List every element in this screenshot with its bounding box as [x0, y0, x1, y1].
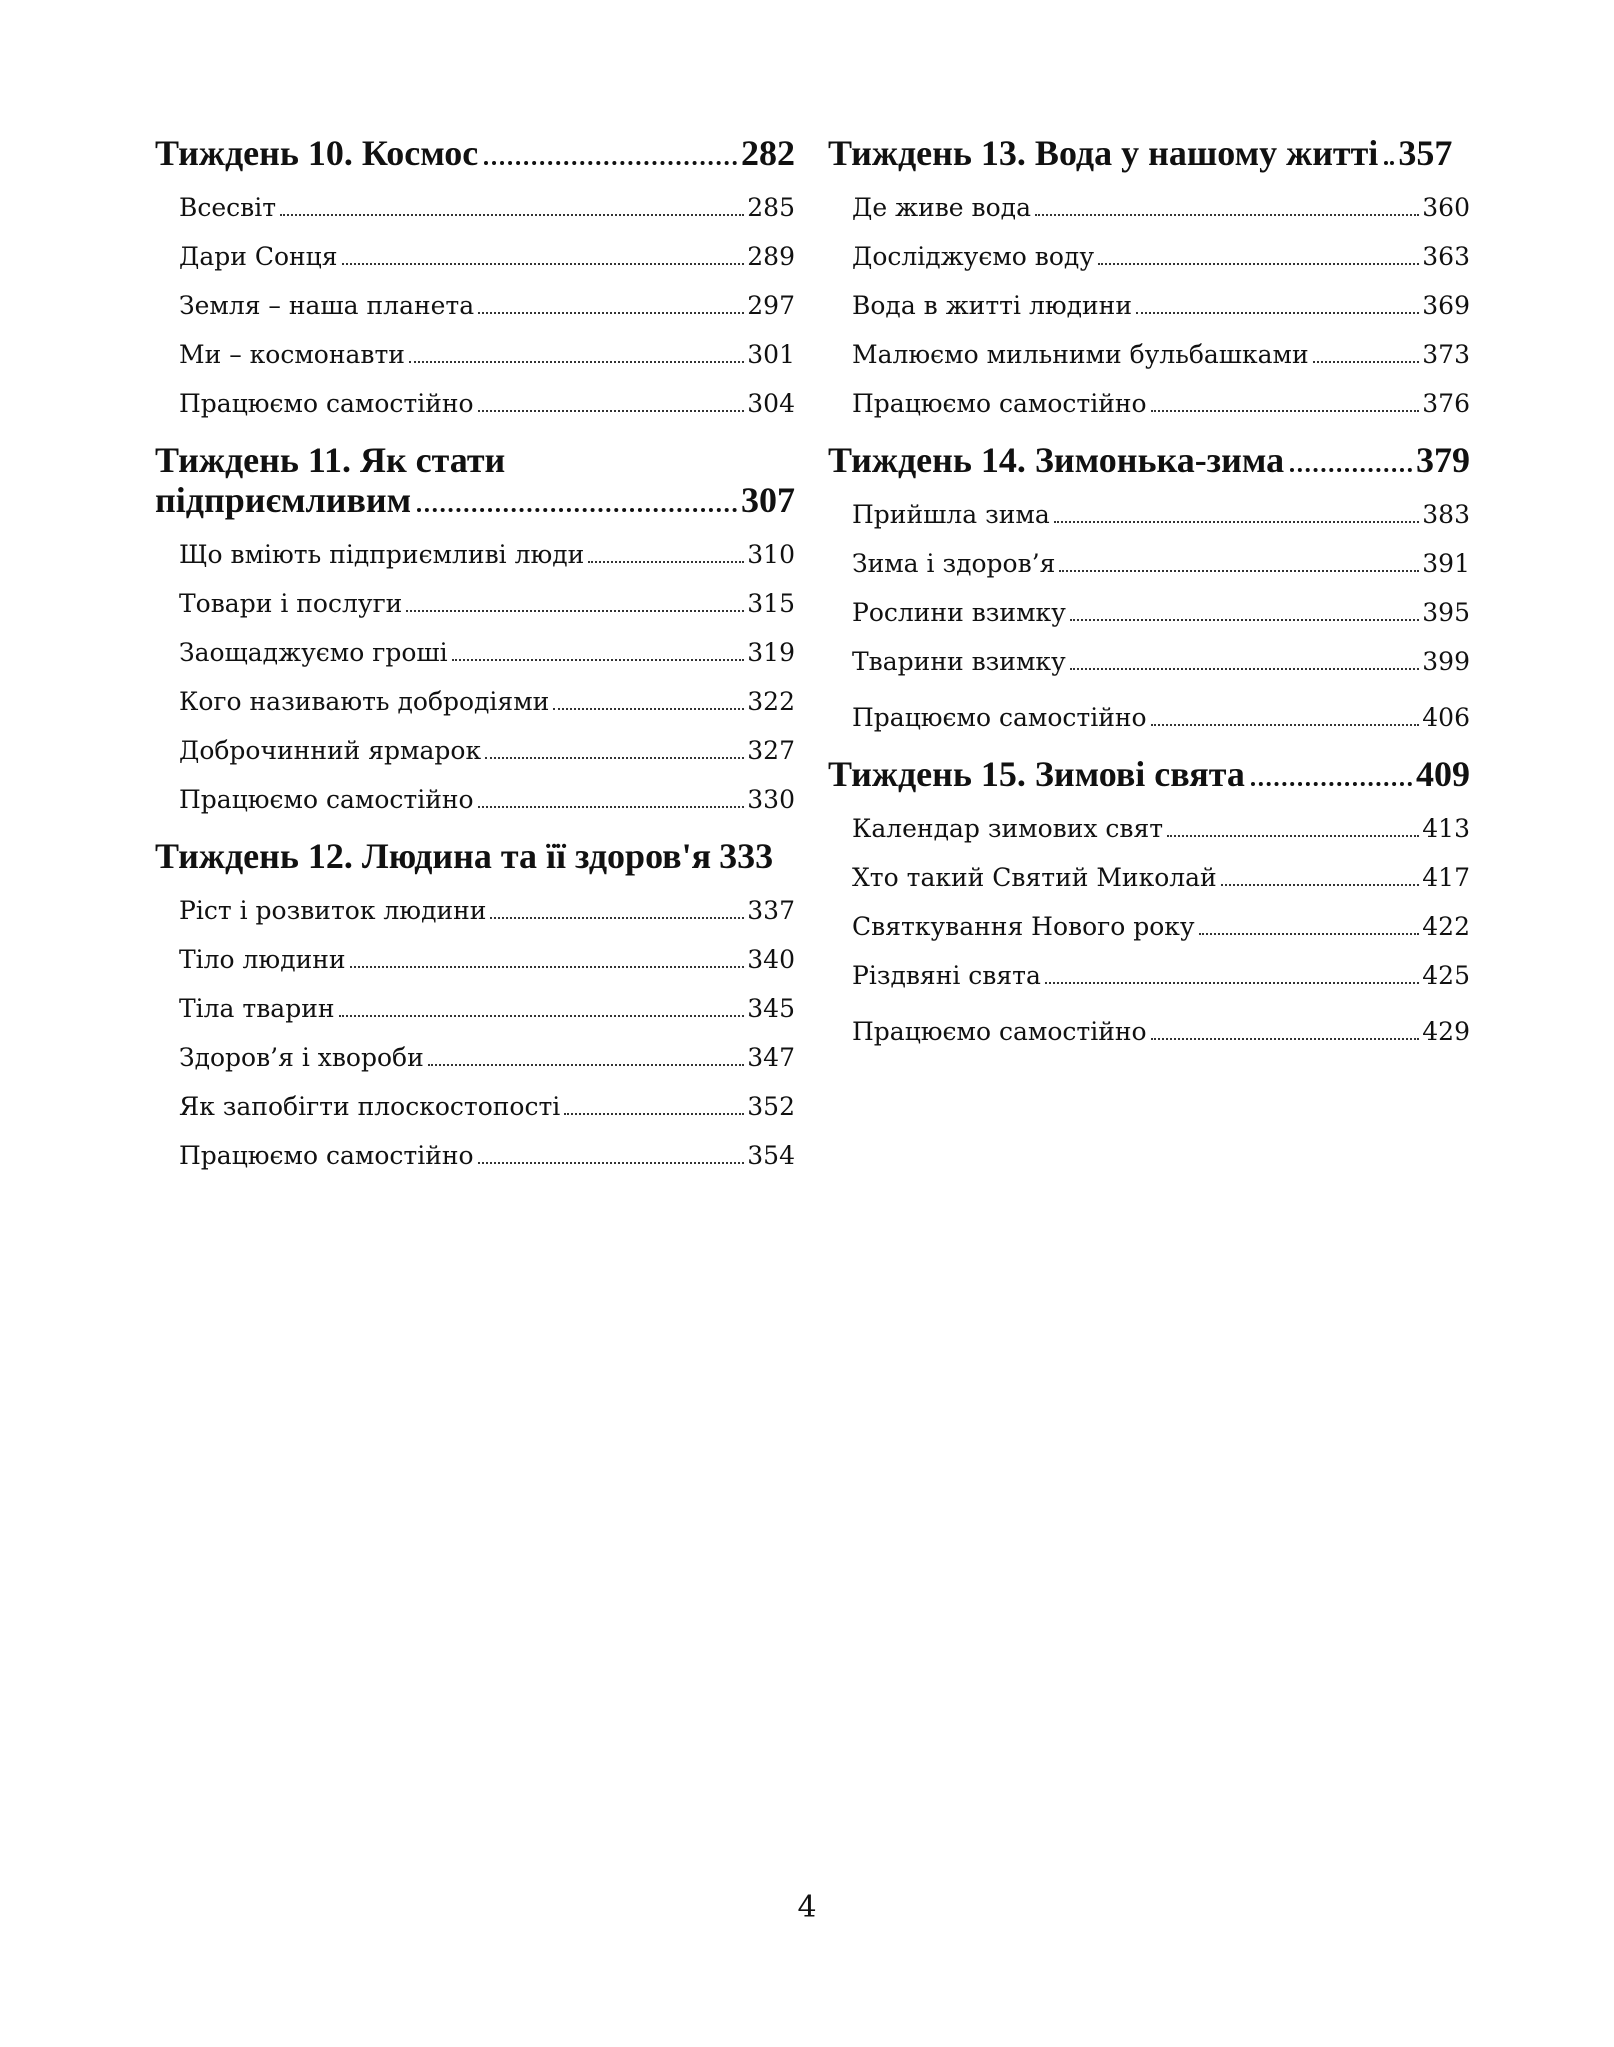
toc-item-page-number: 330 [747, 785, 795, 814]
toc-item [179, 183, 795, 232]
toc-item-page-number: 406 [1422, 703, 1470, 732]
dot-leader [350, 966, 745, 968]
dot-leader [1313, 361, 1420, 363]
toc-item-page-number: 345 [747, 994, 795, 1023]
toc-item [179, 677, 795, 726]
dot-leader [342, 263, 745, 265]
toc-item-title: Ми – космонавти [179, 340, 405, 369]
toc-item [179, 379, 795, 428]
section-heading [828, 754, 1470, 794]
toc-item-title: Рослини взимку [852, 598, 1066, 627]
toc-item-title: Різдвяні свята [852, 961, 1041, 990]
toc-item [852, 1007, 1470, 1056]
dot-leader [1251, 782, 1412, 786]
dot-leader [588, 561, 744, 563]
toc-item [852, 281, 1470, 330]
toc-item-title: Працюємо самостійно [852, 703, 1147, 732]
section-page-number: 357 [1398, 133, 1453, 173]
section-title-line2-row [155, 480, 795, 520]
dot-leader [1151, 410, 1420, 412]
toc-section-week-12 [155, 836, 795, 1180]
section-title: Тиждень 13. Вода у нашому житті [828, 133, 1379, 173]
section-heading [828, 440, 1470, 480]
toc-item-page-number: 383 [1422, 500, 1470, 529]
dot-leader [452, 659, 745, 661]
toc-item-title: Товари і послуги [179, 589, 403, 618]
dot-leader [1070, 668, 1420, 670]
toc-item [852, 693, 1470, 742]
toc-item-title: Здоров’я і хвороби [179, 1043, 424, 1072]
toc-item-page-number: 352 [747, 1092, 795, 1121]
toc-item-title: Кого називають добродіями [179, 687, 550, 716]
dot-leader [409, 361, 744, 363]
dot-leader [1290, 468, 1412, 472]
toc-item-title: Працюємо самостійно [852, 1017, 1147, 1046]
toc-item-list [155, 530, 795, 824]
dot-leader [1054, 521, 1420, 523]
toc-item-title: Працюємо самостійно [179, 1141, 474, 1170]
toc-item-title: Тварини взимку [852, 647, 1066, 676]
toc-item-title: Календар зимових свят [852, 814, 1164, 843]
toc-item-page-number: 347 [747, 1043, 795, 1072]
toc-item-title: Зима і здоров’я [852, 549, 1056, 578]
toc-item-list [828, 183, 1470, 428]
dot-leader [1151, 724, 1420, 726]
toc-item [852, 637, 1470, 686]
toc-item [852, 539, 1470, 588]
dot-leader [553, 708, 744, 710]
dot-leader [1151, 1038, 1420, 1040]
toc-item [179, 579, 795, 628]
toc-item-page-number: 369 [1422, 291, 1470, 320]
toc-item-page-number: 391 [1422, 549, 1470, 578]
toc-item [852, 804, 1470, 853]
dot-leader [1059, 570, 1419, 572]
toc-item-page-number: 285 [747, 193, 795, 222]
toc-item-title: Святкування Нового року [852, 912, 1195, 941]
toc-item-title: Де живе вода [852, 193, 1031, 222]
toc-item [179, 628, 795, 677]
section-title: Тиждень 14. Зимонька-зима [828, 440, 1285, 480]
section-page-number: 379 [1416, 440, 1470, 480]
toc-item [852, 902, 1470, 951]
toc-item-title: Прийшла зима [852, 500, 1050, 529]
toc-item-page-number: 429 [1422, 1017, 1470, 1046]
toc-item [852, 951, 1470, 1000]
toc-item-title: Дари Сонця [179, 242, 338, 271]
section-heading [155, 836, 795, 876]
toc-item [852, 183, 1470, 232]
toc-item-page-number: 354 [747, 1141, 795, 1170]
toc-item-page-number: 413 [1422, 814, 1470, 843]
dot-leader [478, 312, 744, 314]
toc-item-title: Працюємо самостійно [179, 785, 474, 814]
toc-item-page-number: 297 [747, 291, 795, 320]
dot-leader [478, 410, 745, 412]
toc-item-title: Працюємо самостійно [179, 389, 474, 418]
toc-column-right [828, 133, 1470, 1068]
section-title: Тиждень 10. Космос [155, 133, 479, 173]
section-page-number: 282 [741, 133, 795, 173]
toc-item-title: Як запобігти плоскостопості [179, 1092, 561, 1121]
toc-item [179, 530, 795, 579]
toc-item-title: Вода в житті людини [852, 291, 1132, 320]
toc-section-week-15 [828, 754, 1470, 1056]
toc-item-title: Досліджуємо воду [852, 242, 1095, 271]
toc-item [179, 935, 795, 984]
toc-item-page-number: 315 [747, 589, 795, 618]
dot-leader [406, 610, 744, 612]
dot-leader [280, 214, 744, 216]
section-page-number: 333 [719, 836, 774, 876]
dot-leader [478, 1162, 745, 1164]
toc-item-page-number: 319 [747, 638, 795, 667]
section-title-line1: Тиждень 11. Як стати [155, 440, 506, 480]
toc-item-list [155, 886, 795, 1180]
toc-item [852, 490, 1470, 539]
dot-leader [484, 161, 737, 165]
footer-page-number: 4 [797, 1890, 817, 1925]
toc-item-title: Що вміють підприємливі люди [179, 540, 585, 569]
section-heading [155, 133, 795, 173]
toc-item-title: Земля – наша планета [179, 291, 475, 320]
toc-item-page-number: 322 [747, 687, 795, 716]
section-title-line2: підприємливим [155, 480, 412, 520]
dot-leader [1136, 312, 1419, 314]
toc-item-page-number: 417 [1422, 863, 1470, 892]
toc-item [179, 775, 795, 824]
section-heading [828, 133, 1470, 173]
dot-leader [490, 917, 744, 919]
toc-item [179, 984, 795, 1033]
toc-item-page-number: 337 [747, 896, 795, 925]
toc-item [852, 853, 1470, 902]
toc-item-page-number: 304 [747, 389, 795, 418]
toc-item-page-number: 327 [747, 736, 795, 765]
dot-leader [339, 1015, 745, 1017]
toc-item-title: Всесвіт [179, 193, 277, 222]
toc-item-page-number: 373 [1422, 340, 1470, 369]
toc-item [852, 379, 1470, 428]
toc-item-list [155, 183, 795, 428]
toc-section-week-11 [155, 440, 795, 824]
dot-leader [564, 1113, 744, 1115]
toc-item-title: Доброчинний ярмарок [179, 736, 482, 765]
toc-item-title: Хто такий Святий Миколай [852, 863, 1217, 892]
toc-item [179, 281, 795, 330]
toc-item [852, 588, 1470, 637]
dot-leader [485, 757, 744, 759]
toc-item-page-number: 395 [1422, 598, 1470, 627]
toc-item-page-number: 422 [1422, 912, 1470, 941]
dot-leader [1045, 982, 1419, 984]
toc-item-list [828, 490, 1470, 742]
dot-leader [1221, 884, 1420, 886]
dot-leader [428, 1064, 745, 1066]
toc-item-title: Тіла тварин [179, 994, 335, 1023]
toc-item-title: Тіло людини [179, 945, 346, 974]
toc-item-list [828, 804, 1470, 1056]
toc-column-left [155, 133, 795, 1192]
toc-item [179, 1131, 795, 1180]
toc-item-page-number: 360 [1422, 193, 1470, 222]
toc-item-page-number: 289 [747, 242, 795, 271]
toc-section-week-13 [828, 133, 1470, 428]
toc-item [179, 1033, 795, 1082]
toc-item-page-number: 425 [1422, 961, 1470, 990]
section-page-number: 409 [1416, 754, 1470, 794]
dot-leader [1070, 619, 1419, 621]
toc-item-page-number: 301 [747, 340, 795, 369]
dot-leader [1384, 161, 1394, 165]
toc-item-title: Працюємо самостійно [852, 389, 1147, 418]
toc-item-title: Заощаджуємо гроші [179, 638, 448, 667]
toc-item-page-number: 376 [1422, 389, 1470, 418]
toc-item [179, 330, 795, 379]
toc-item [852, 330, 1470, 379]
toc-section-week-10 [155, 133, 795, 428]
toc-item [179, 726, 795, 775]
toc-item [179, 1082, 795, 1131]
section-heading [155, 440, 795, 520]
section-title: Тиждень 12. Людина та її здоров'я [155, 836, 712, 876]
toc-item [852, 232, 1470, 281]
dot-leader [417, 508, 737, 512]
toc-item [179, 232, 795, 281]
toc-item-page-number: 399 [1422, 647, 1470, 676]
toc-item-page-number: 340 [747, 945, 795, 974]
section-page-number: 307 [741, 480, 795, 520]
toc-item-title: Ріст і розвиток людини [179, 896, 487, 925]
toc-item-page-number: 310 [747, 540, 795, 569]
dot-leader [1199, 933, 1420, 935]
section-title: Тиждень 15. Зимові свята [828, 754, 1245, 794]
dot-leader [478, 806, 745, 808]
toc-item-page-number: 363 [1422, 242, 1470, 271]
dot-leader [1098, 263, 1419, 265]
dot-leader [1035, 214, 1419, 216]
toc-section-week-14 [828, 440, 1470, 742]
dot-leader [1167, 835, 1419, 837]
toc-item [179, 886, 795, 935]
toc-item-title: Малюємо мильними бульбашками [852, 340, 1309, 369]
